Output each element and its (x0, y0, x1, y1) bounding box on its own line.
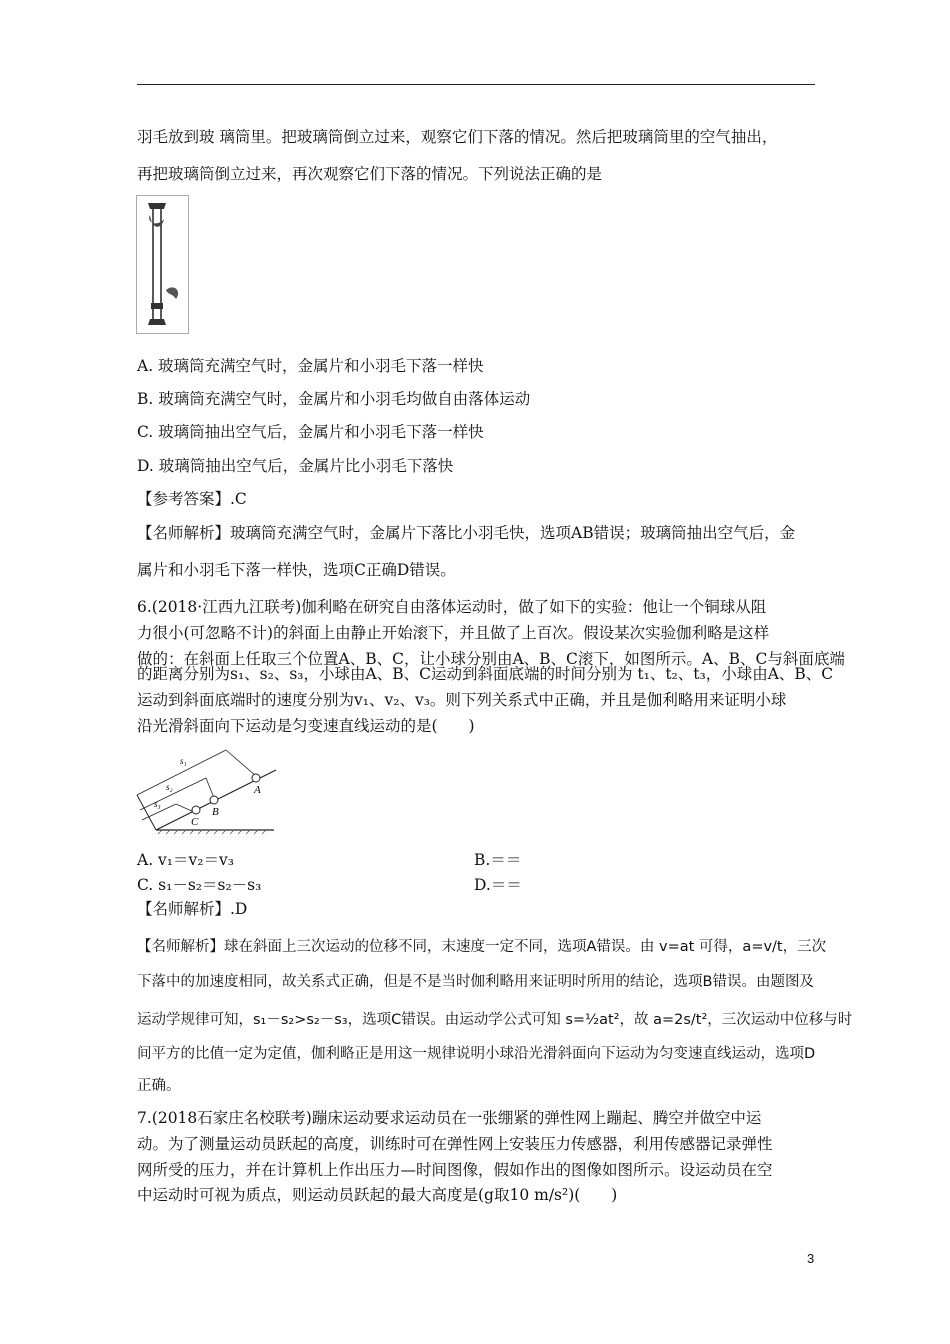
q6-stem-line6: 沿光滑斜面向下运动是匀变速直线运动的是( ) (137, 717, 475, 735)
q7-stem-line2: 动。为了测量运动员跃起的高度，训练时可在弹性网上安装压力传感器，利用传感器记录弹性 (137, 1135, 773, 1153)
q6-stem-line5: 运动到斜面底端时的速度分别为v₁、v₂、v₃。则下列关系式中正确，并且是伽利略用来证明小球 (137, 691, 787, 709)
q6-analysis-line1: 【名师解析】球在斜面上三次运动的位移不同，末速度一定不同，选项A错误。由 v=at 可得，a=v/t，三次 (137, 939, 827, 955)
q7-stem-line4: 中运动时可视为质点，则运动员跃起的最大高度是(g取10 m/s²)( ) (137, 1186, 618, 1204)
q6-analysis-line3: 运动学规律可知，s₁－s₂>s₂－s₃，选项C错误。由运动学公式可知 s=½at²，故 a=2s/t²，三次运动中位移与时 (137, 1012, 853, 1028)
q6-analysis-line2: 下落中的加速度相同，故关系式正确，但是不是当时伽利略用来证明时所用的结论，选项B错误。由题图及 (137, 974, 814, 990)
q7-stem-line3: 网所受的压力，并在计算机上作出压力—时间图像，假如作出的图像如图所示。设运动员在空 (137, 1161, 773, 1179)
header-rule (137, 84, 815, 85)
label-s1: s₁ (180, 756, 187, 766)
q5-option-d: D. 玻璃筒抽出空气后，金属片比小羽毛下落快 (137, 457, 454, 475)
q6-option-d: D.＝＝ (474, 876, 522, 894)
q6-stem-line3: 做的：在斜面上任取三个位置A、B、C，让小球分别由A、B、C滚下，如图所示。A、B、C与斜面底端 (137, 650, 845, 668)
q5-answer: 【参考答案】.C (137, 490, 247, 508)
label-b: B (212, 806, 219, 818)
q6-answer: 【名师解析】.D (137, 900, 248, 918)
q5-stem-line1: 羽毛放到玻 璃筒里。把玻璃筒倒立过来，观察它们下落的情况。然后把玻璃筒里的空气抽出， (137, 128, 778, 146)
q5-option-c: C. 玻璃筒抽出空气后，金属片和小羽毛下落一样快 (137, 423, 484, 441)
q5-option-b: B. 玻璃筒充满空气时，金属片和小羽毛均做自由落体运动 (137, 390, 531, 408)
glass-tube-figure (136, 195, 190, 335)
q5-analysis-line1: 【名师解析】玻璃筒充满空气时，金属片下落比小羽毛快，选项AB错误；玻璃筒抽出空气后，金 (137, 524, 796, 542)
q6-option-b: B.＝＝ (474, 851, 522, 869)
label-a: A (254, 784, 261, 796)
label-c: C (191, 816, 199, 828)
label-s3: s₃ (154, 799, 161, 809)
q5-analysis-line2: 属片和小羽毛下落一样快，选项C正确D错误。 (137, 561, 456, 579)
q6-analysis-line4: 间平方的比值一定为定值，伽利略正是用这一规律说明小球沿光滑斜面向下运动为匀变速直线运动，选项D (137, 1046, 816, 1062)
incline-figure (136, 740, 278, 840)
q6-option-a: A. v₁＝v₂＝v₃ (137, 851, 234, 869)
q5-stem-line2: 再把玻璃筒倒立过来，再次观察它们下落的情况。下列说法正确的是 (137, 165, 603, 183)
q5-option-a: A. 玻璃筒充满空气时，金属片和小羽毛下落一样快 (137, 357, 484, 375)
q7-stem-line1: 7.(2018石家庄名校联考)蹦床运动要求运动员在一张绷紧的弹性网上蹦起、腾空并做空中运 (137, 1109, 762, 1127)
q6-option-c: C. s₁－s₂＝s₂－s₃ (137, 876, 262, 894)
q6-stem-line4: 的距离分别为s₁、s₂、s₃，小球由A、B、C运动到斜面底端的时间分别为 t₁、t₂、t₃，小球由A、B、C (137, 665, 834, 683)
q6-stem-line2: 力很小(可忽略不计)的斜面上由静止开始滚下，并且做了上百次。假设某次实验伽利略是这样 (137, 624, 770, 642)
label-s2: s₂ (166, 782, 173, 792)
q6-analysis-line5: 正确。 (137, 1078, 181, 1094)
q6-stem-line1: 6.(2018·江西九江联考)伽利略在研究自由落体运动时，做了如下的实验：他让一个铜球从阻 (137, 598, 767, 616)
page-number: 3 (807, 1251, 815, 1266)
